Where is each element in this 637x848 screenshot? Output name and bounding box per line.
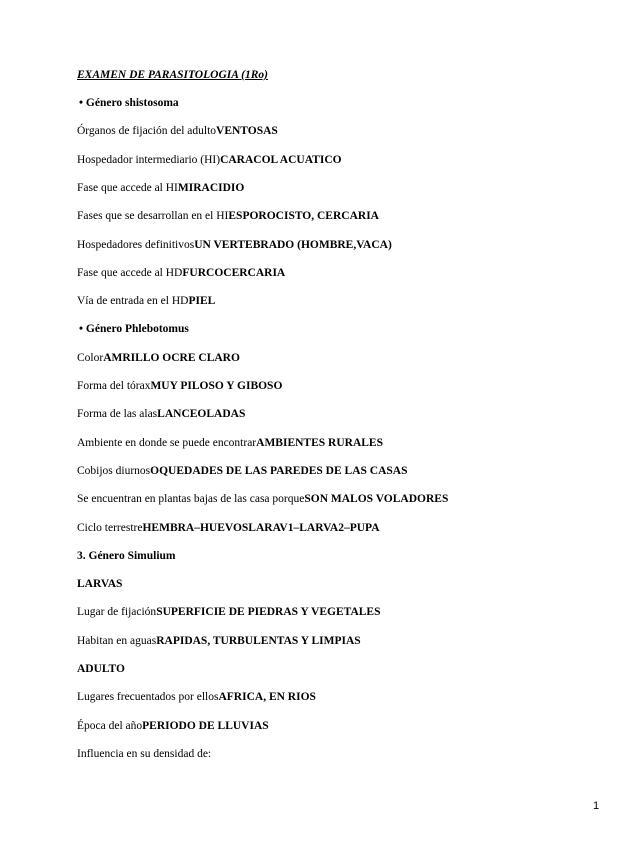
question-line <box>77 747 211 761</box>
section-subheading: 3. Género Simulium <box>77 550 176 562</box>
question-line <box>77 294 215 308</box>
question-label: Lugares frecuentados por ellos <box>77 691 219 703</box>
question-line <box>77 521 380 535</box>
question-line <box>77 719 269 733</box>
page-number: 1 <box>593 800 600 812</box>
question-label: Hospedador intermediario (HI) <box>77 154 221 166</box>
answer-value: OQUEDADES DE LAS PAREDES DE LAS CASAS <box>150 465 408 477</box>
question-line <box>77 605 381 619</box>
answer-value: MIRACIDIO <box>177 182 245 194</box>
answer-value: AMRILLO OCRE CLARO <box>103 352 240 364</box>
question-line <box>77 690 316 704</box>
question-line <box>77 351 240 365</box>
question-line <box>77 124 278 138</box>
answer-value: SON MALOS VOLADORES <box>304 493 449 505</box>
answer-value: UN VERTEBRADO (HOMBRE,VACA) <box>194 239 392 251</box>
question-line <box>77 238 392 252</box>
question-label: Se encuentran en plantas bajas de las casa porque <box>77 493 305 505</box>
question-label: Ciclo terrestre <box>77 522 143 534</box>
question-line <box>77 407 245 421</box>
answer-value: FURCOCERCARIA <box>182 267 286 279</box>
section-subheading: LARVAS <box>77 578 123 590</box>
question-label: Forma del tórax <box>77 380 151 392</box>
question-label: Fase que accede al HI <box>77 182 178 194</box>
answer-value: LANCEOLADAS <box>157 408 246 420</box>
answer-value: SUPERFICIE DE PIEDRAS Y VEGETALES <box>156 606 381 618</box>
answer-value: HEMBRA–HUEVOSLARAV1–LARVA2–PUPA <box>142 522 380 534</box>
answer-value: PERIODO DE LLUVIAS <box>142 720 269 732</box>
question-line <box>77 492 448 506</box>
page-title: EXAMEN DE PARASITOLOGIA (1Ro) <box>77 69 268 81</box>
question-label: Órganos de fijación del adulto <box>77 125 217 137</box>
answer-value: PIEL <box>188 295 216 307</box>
question-label: Habitan en aguas <box>77 635 157 647</box>
question-line <box>77 464 408 478</box>
question-line <box>77 634 361 648</box>
section-heading: • Género shistosoma <box>79 97 179 109</box>
question-label: Cobijos diurnos <box>77 465 151 477</box>
question-line <box>77 266 285 280</box>
question-line <box>77 209 379 223</box>
answer-value: ESPOROCISTO, CERCARIA <box>228 210 379 222</box>
question-label: Ambiente en donde se puede encontrar <box>77 437 257 449</box>
question-line <box>77 181 244 195</box>
question-label: Color <box>77 352 104 364</box>
answer-value: VENTOSAS <box>216 125 278 137</box>
question-line <box>77 153 342 167</box>
question-line <box>77 436 383 450</box>
question-label: Fase que accede al HD <box>77 267 183 279</box>
answer-value: CARACOL ACUATICO <box>220 154 342 166</box>
question-label: Época del año <box>77 720 143 732</box>
answer-value: RAPIDAS, TURBULENTAS Y LIMPIAS <box>156 635 361 647</box>
question-label: Lugar de fijación <box>77 606 157 618</box>
question-label: Hospedadores definitivos <box>77 239 195 251</box>
answer-value: AFRICA, EN RIOS <box>218 691 316 703</box>
question-label: Fases que se desarrollan en el HI <box>77 210 229 222</box>
answer-value: AMBIENTES RURALES <box>256 437 383 449</box>
question-label: Influencia en su densidad de: <box>77 748 212 760</box>
question-line <box>77 379 282 393</box>
section-heading: • Género Phlebotomus <box>79 323 189 335</box>
question-label: Forma de las alas <box>77 408 158 420</box>
section-subheading: ADULTO <box>77 663 125 675</box>
question-label: Vía de entrada en el HD <box>77 295 189 307</box>
answer-value: MUY PILOSO Y GIBOSO <box>150 380 283 392</box>
